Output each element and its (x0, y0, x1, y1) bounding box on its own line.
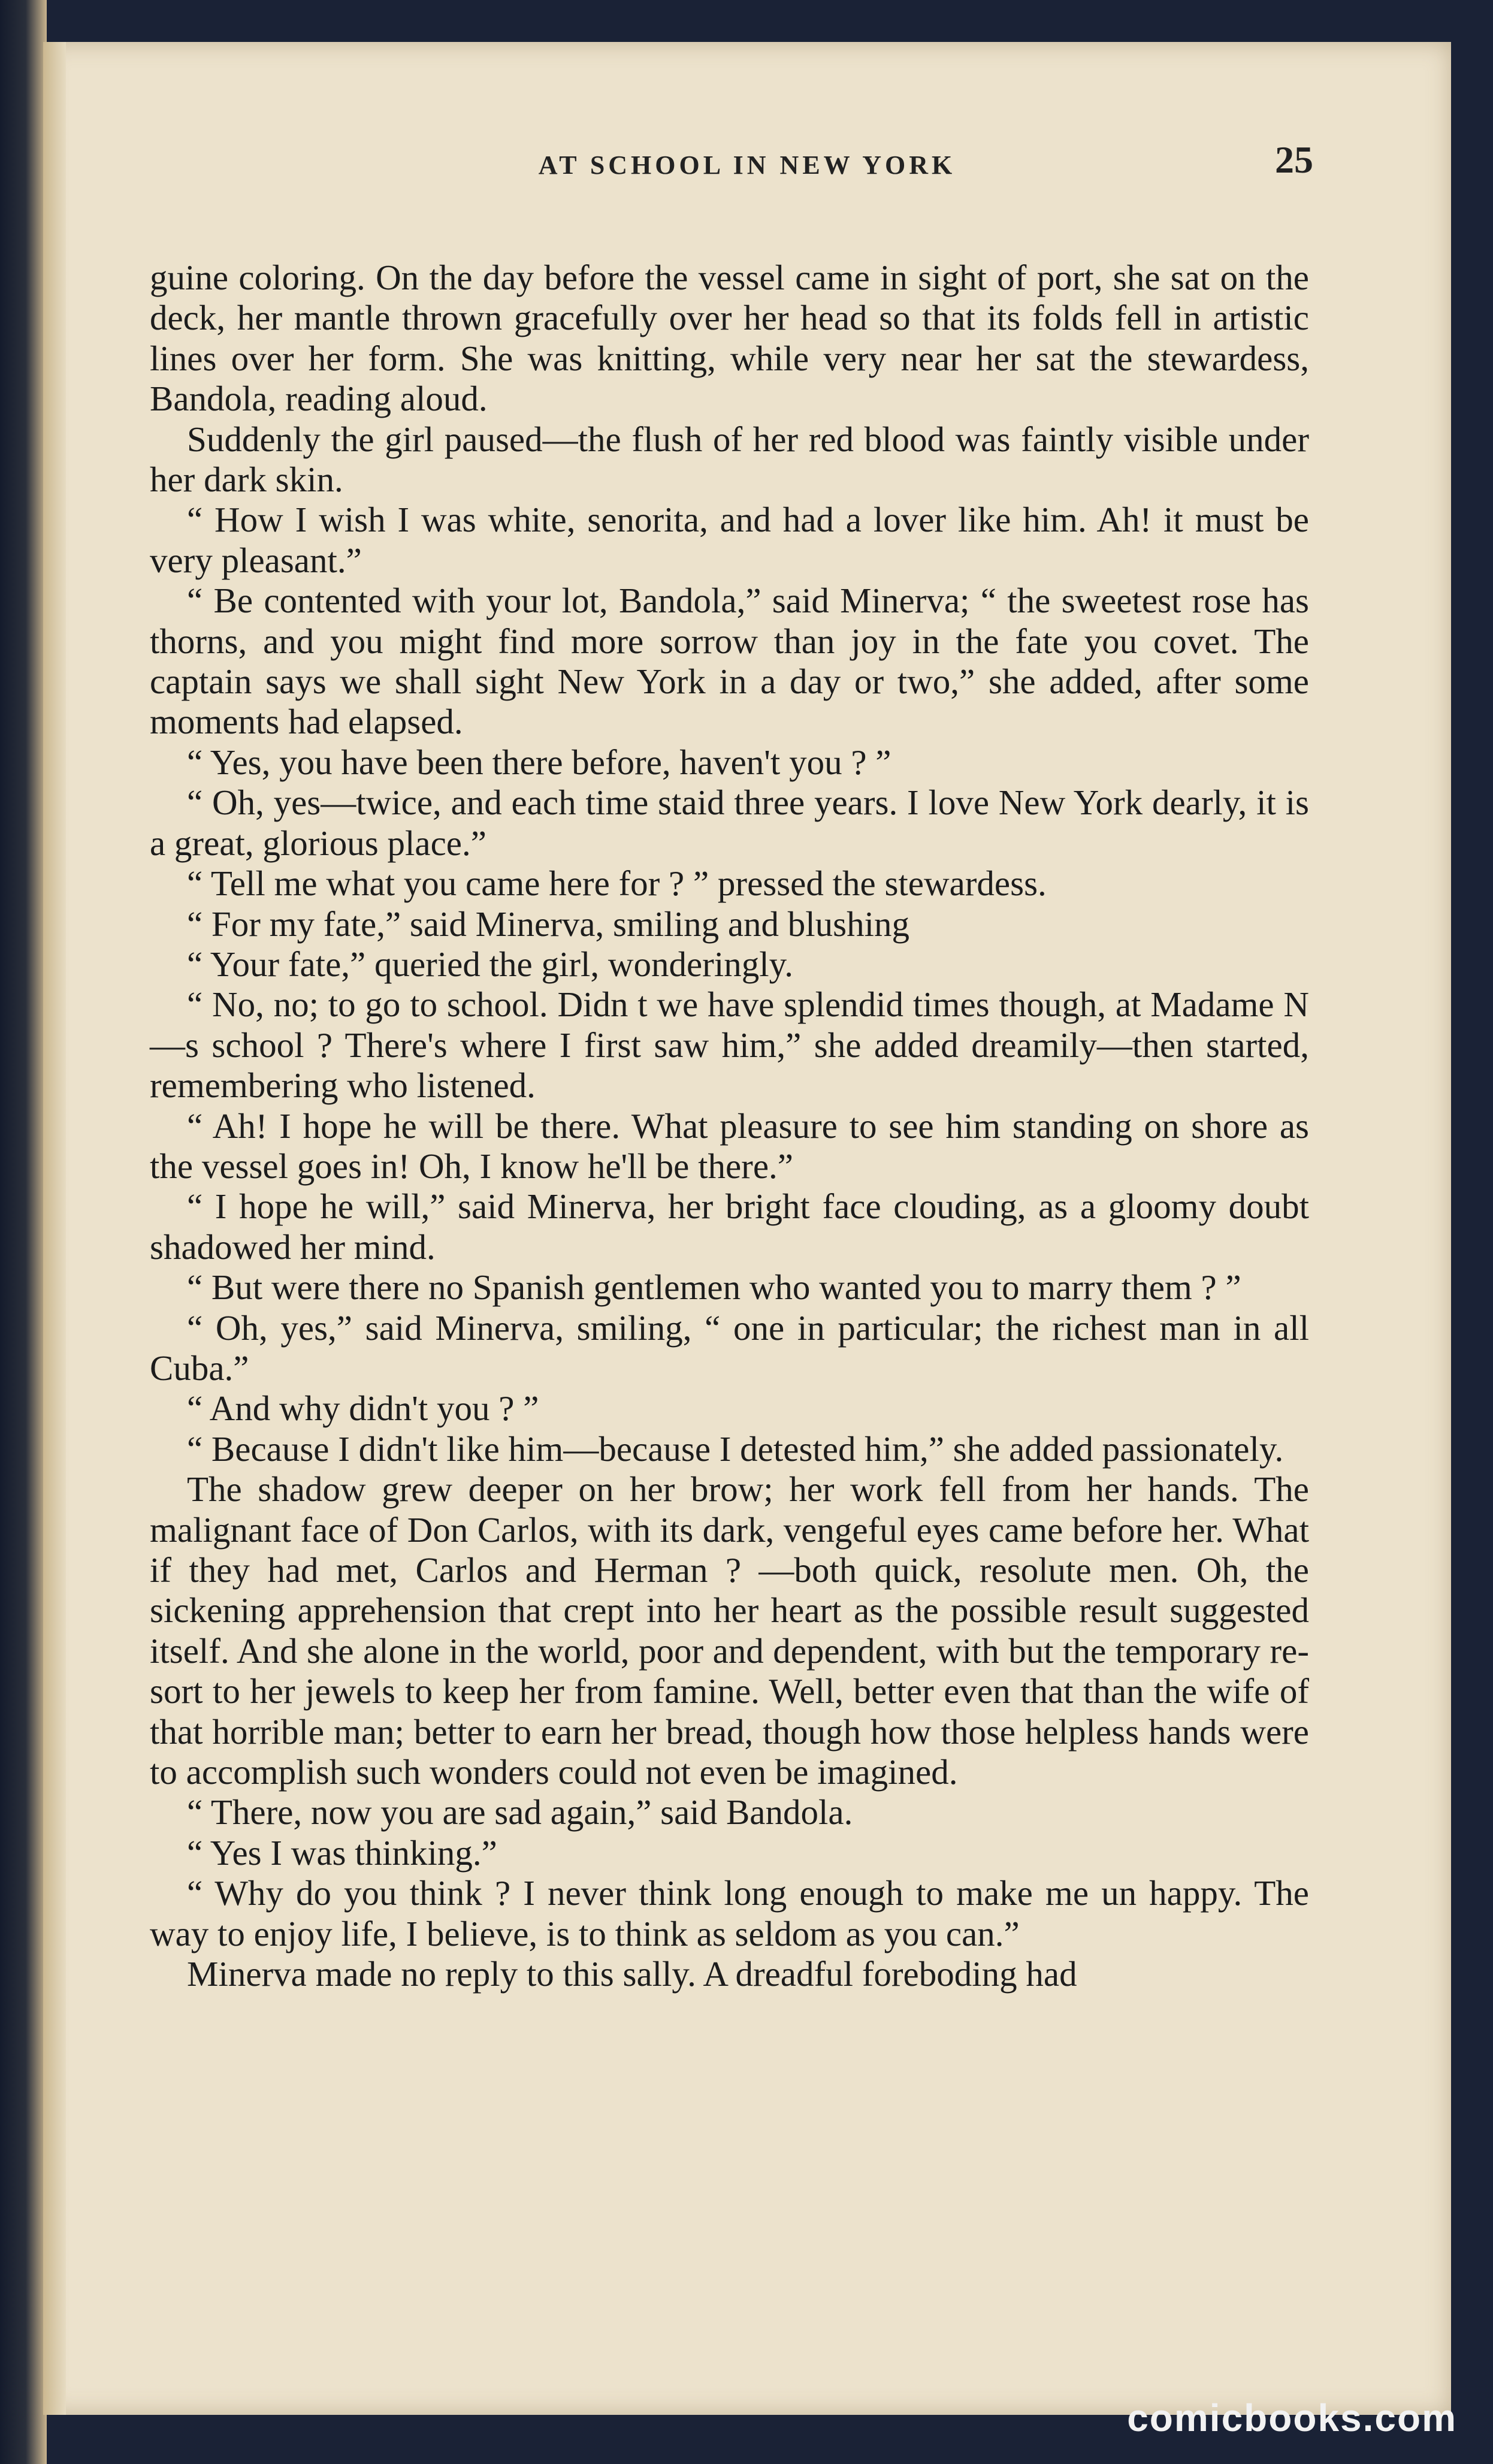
paragraph: “ Yes I was thinking.” (187, 1832, 497, 1873)
paragraph: “ Ah! I hope he will be there. What pleasure to see him standing on shore as the vessel goes in! Oh, I know he'll be there.” (150, 1106, 1309, 1186)
body-text (150, 258, 1309, 1994)
paragraph: “ Because I didn't like him—because I detested him,” she added passionately. (187, 1429, 1284, 1469)
paragraph: “ And why didn't you ? ” (187, 1388, 539, 1429)
paragraph: “ Oh, yes,” said Minerva, smiling, “ one in particular; the richest man in all Cuba.” (150, 1308, 1309, 1388)
paragraph: “ Oh, yes—twice, and each time staid three years. I love New York dearly, it is a great, glorious place.” (150, 783, 1309, 863)
paragraph: “ I hope he will,” said Minerva, her bright face clouding, as a gloomy doubt shadowed her mind. (150, 1186, 1309, 1267)
book-binding (0, 0, 47, 2464)
paragraph: “ Be contented with your lot, Bandola,” said Minerva; “ the sweetest rose has thorns, and you might find more sorrow than joy in the fate you covet. The captain says we shall sight New York in a day or two,” she added, after some moments had elapsed. (150, 581, 1309, 742)
paragraph: “ Tell me what you came here for ? ” pressed the stewardess. (187, 863, 1047, 904)
paragraph: “ Your fate,” queried the girl, wonderingly. (187, 944, 794, 984)
paragraph: guine coloring. On the day before the vessel came in sight of port, she sat on the deck, her mantle thrown gracefully over her head so that its folds fell in artistic lines over her form. She was knitting, while very near her sat the stewardess, Bandola, reading aloud. (150, 258, 1309, 419)
paragraph: “ Yes, you have been there before, haven't you ? ” (187, 742, 891, 782)
paragraph: “ There, now you are sad again,” said Bandola. (187, 1792, 853, 1832)
paragraph: Minerva made no reply to this sally. A dreadful foreboding had (187, 1954, 1077, 1994)
page-number: 25 (1275, 138, 1313, 181)
paragraph: “ But were there no Spanish gentlemen who wanted you to marry them ? ” (187, 1267, 1241, 1308)
paragraph: “ How I wish I was white, senorita, and had a lover like him. Ah! it must be very pleasant.” (150, 500, 1309, 580)
book-page (43, 42, 1451, 2415)
paragraph: The shadow grew deeper on her brow; her work fell from her hands. The malignant face of Don Carlos, with its dark, vengeful eyes came before her. What if they had met, Carlos and Herman ? —both quick, resolute men. Oh, the sickening apprehension that crept into her heart as the possible result suggested itself. And she alone in the world, poor and dependent, with but the temporary re- sort to her jewels to keep her from famine. Well, better even that than the wife of that horrible man; better to earn her bread, though how those helpless hands were to accomplish such wonders could not even be imagined. (150, 1469, 1309, 1792)
page-gutter (43, 42, 66, 2415)
paragraph: “ For my fate,” said Minerva, smiling and blushing (187, 904, 910, 944)
running-head: AT SCHOOL IN NEW YORK (538, 150, 956, 180)
watermark: comicbooks.com (1127, 2396, 1457, 2439)
paragraph: “ No, no; to go to school. Didn t we have splendid times though, at Madame N—s school ? There's where I first saw him,” she added dreamily—then started, remembering who listened. (150, 985, 1309, 1106)
paragraph: Suddenly the girl paused—the flush of her red blood was faintly visible under her dark skin. (150, 419, 1309, 500)
paragraph: “ Why do you think ? I never think long enough to make me un happy. The way to enjoy life, I believe, is to think as seldom as you can.” (150, 1873, 1309, 1953)
